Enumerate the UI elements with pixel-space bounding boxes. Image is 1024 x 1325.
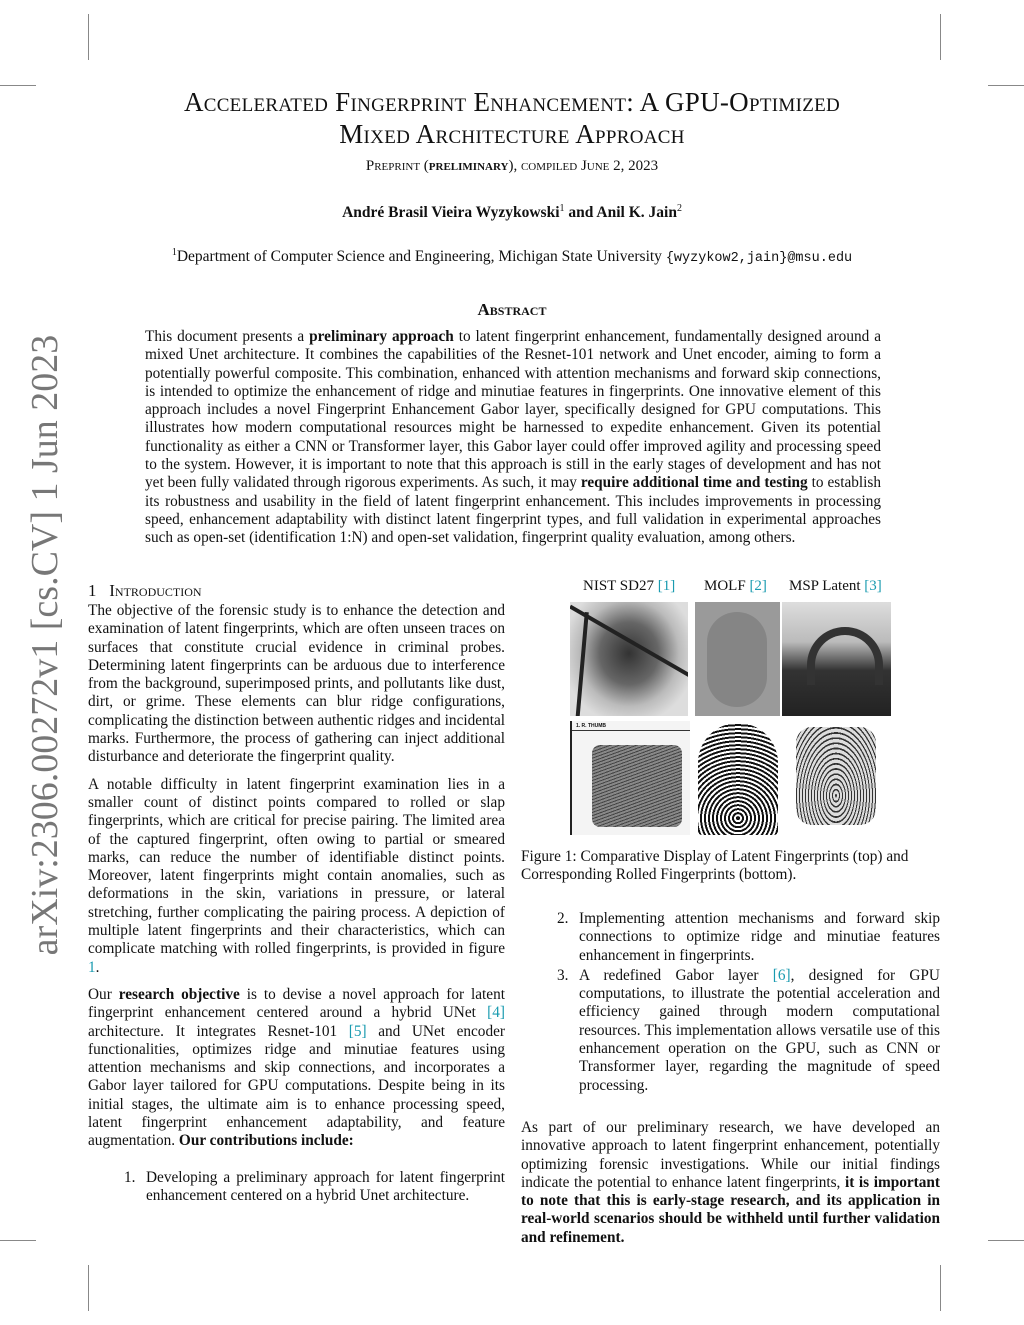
author: André Brasil Vieira Wyzykowski xyxy=(342,204,560,222)
paper-title xyxy=(0,86,1024,150)
affiliation xyxy=(0,247,1024,266)
figure-caption: Figure 1: Comparative Display of Latent Fingerprints (top) and Corresponding Rolled Fingerprints (bottom). xyxy=(521,848,909,884)
list-item xyxy=(521,910,940,965)
email[interactable]: {wyzykow2,jain}@msu.edu xyxy=(665,251,853,267)
figure-column-label xyxy=(583,578,675,595)
paragraph-text: Our xyxy=(88,985,119,1003)
left-column xyxy=(88,580,505,1205)
right-column xyxy=(521,910,940,1247)
list-number: 1. xyxy=(124,1168,136,1186)
list-item xyxy=(88,1169,505,1206)
list-number: 3. xyxy=(557,966,569,984)
affiliation-marker: 1 xyxy=(171,247,177,258)
rolled-fingerprint-image-nist xyxy=(570,721,690,835)
subtitle-text: ), compiled June 2, 2023 xyxy=(508,158,659,174)
citation-link[interactable]: [2] xyxy=(749,578,767,594)
abstract-bold: require additional time and testing xyxy=(580,474,808,492)
affiliation-marker: 1 xyxy=(559,203,565,214)
paragraph-text: is to devise a novel approach for latent fingerprint enhancement centered around a hybrid UNet xyxy=(88,985,505,1022)
crop-mark xyxy=(88,14,89,60)
figure-column-label xyxy=(789,578,882,595)
latent-fingerprint-image-nist xyxy=(570,602,688,716)
subtitle-bold: preliminary xyxy=(428,158,509,174)
arxiv-identifier: arXiv:2306.00272v1 [cs.CV] 1 Jun 2023 xyxy=(24,334,66,956)
list-item xyxy=(521,967,940,1095)
list-text: Implementing attention mechanisms and forward skip connections to optimize ridge and minutiae features enhancement in fingerprints. xyxy=(579,910,940,964)
citation-link[interactable]: [6] xyxy=(772,966,791,984)
crop-mark xyxy=(88,1265,89,1311)
latent-fingerprint-image-molf xyxy=(695,602,780,716)
label-text: MOLF xyxy=(704,578,750,594)
label-text: NIST SD27 xyxy=(583,578,658,594)
abstract-bold: preliminary approach xyxy=(309,328,454,345)
paragraph-text: . xyxy=(95,958,100,976)
abstract-heading: Abstract xyxy=(477,300,547,319)
list-text: A redefined Gabor layer xyxy=(579,966,773,984)
section-number: 1 xyxy=(88,581,97,600)
abstract-text: to latent fingerprint enhancement, fundamentally designed around a mixed Unet architecture. It combines the capabilities of the Resnet-101 network and Unet encoder, aiming to form a potentially powerful composite. This combination, enhanced with attention mechanisms and forward skip connections, is intended to optimize the enhancement of ridge and minutiae features in fingerprints. One innovative element of this approach includes a novel Fingerprint Enhancement Gabor layer, specifically designed for GPU computations. This illustrates how modern computational resources might be harnessed to expedite enhancement. Given its potential functionality as either a CNN or Transformer layer, this Gabor layer could offer improved agility and processing speed to the system. However, it is important to note that this approach is still in the early stages of development and has not yet been fully validated through rigorous experiments. As such, it may xyxy=(145,328,881,492)
subtitle xyxy=(0,158,1024,175)
crop-mark xyxy=(940,1265,941,1311)
crop-mark xyxy=(0,1240,36,1241)
paragraph xyxy=(521,1119,940,1247)
paragraph-text: As part of our preliminary research, we have developed an innovative approach to latent fingerprint enhancement, potentially optimizing forensic investigations. While our initial findings indicate the potential to enhance latent fingerprints, xyxy=(521,1118,940,1191)
paragraph: The objective of the forensic study is to enhance the detection and examination of latent fingerprints, which are often unseen traces on surfaces that constitute crucial evidence in criminal probes. Determining latent fingerprints can be arduous due to interference from the background, superimposed prints, and pollutants like dust, dirt, or grime. These elements can blur ridge configurations, complicating the distinction between authentic ridges and incidental marks. Furthermore, the process of gathering can inject additional disturbance and deteriorate the fingerprint quality. xyxy=(88,602,505,766)
paragraph xyxy=(88,776,505,977)
affiliation-text: Department of Computer Science and Engineering, Michigan State University xyxy=(176,248,666,266)
subtitle-text: Preprint ( xyxy=(365,158,429,174)
citation-link[interactable]: [5] xyxy=(348,1022,367,1040)
abstract-text: to establish its robustness and usability in the field of latent fingerprint enhancement. This includes improvements in processing speed, enhancement adaptability with distinct latent fingerprint types, and full validation in experimental approaches such as open-set (identification 1:N) and open-set validation, fingerprint quality evaluation, among others. xyxy=(145,474,881,547)
citation-link[interactable]: [3] xyxy=(864,578,882,594)
crop-mark xyxy=(940,14,941,60)
authors xyxy=(0,203,1024,222)
paragraph-bold: it is important to note that this is early-stage research, and its application in real-world scenarios should be withheld until further validation and refinement. xyxy=(521,1173,940,1246)
figure-column-label xyxy=(704,578,767,595)
rolled-fingerprint-image-molf xyxy=(695,721,780,835)
figure-link[interactable]: 1 xyxy=(88,958,96,976)
citation-link[interactable]: [1] xyxy=(657,578,676,594)
list-number: 2. xyxy=(557,910,569,927)
section-heading xyxy=(88,580,505,602)
rolled-fingerprint-image-msp xyxy=(782,721,891,835)
citation-link[interactable]: [4] xyxy=(487,1004,505,1022)
title-line: Accelerated Fingerprint Enhancement: A GPU-Optimized xyxy=(183,87,841,117)
paragraph xyxy=(88,986,505,1151)
section-title: Introduction xyxy=(109,581,202,600)
affiliation-marker: 2 xyxy=(676,203,682,214)
abstract-body xyxy=(145,328,881,548)
label-text: MSP Latent xyxy=(789,578,865,594)
paragraph-text: and UNet encoder functionalities, optimizes ridge and minutiae features using attention mechanisms and skip connections, and incorporates a Gabor layer tailored for GPU computations. Despite being in its initial stages, the ultimate aim is to enhance processing speed, latent fingerprint enhancement adaptability, and feature augmentation. xyxy=(88,1022,505,1150)
crop-mark xyxy=(988,1240,1024,1241)
paragraph-bold: research objective xyxy=(118,985,240,1003)
card-label: 1. R. THUMB xyxy=(576,723,606,729)
abstract-text: This document presents a xyxy=(145,328,310,345)
list-text: Developing a preliminary approach for latent fingerprint enhancement centered on a hybrid Unet architecture. xyxy=(146,1168,505,1204)
list-text: , designed for GPU computations, to illustrate the potential acceleration and efficiency gained through modern computational resources. This implementation allows versatile use of this enhancement operation on the GPU, such as CNN or Transformer layer, regarding the magnitude of speed processing. xyxy=(579,966,940,1094)
figure-1 xyxy=(560,578,900,838)
author: and Anil K. Jain xyxy=(564,204,677,222)
paragraph-text: A notable difficulty in latent fingerprint examination lies in a smaller count of distinct points compared to rolled or slap fingerprints, which are critical for precise pairing. The limited area of the captured fingerprint, often owing to partial or smeared marks, can reduce the number of identifiable distinct points. Moreover, latent fingerprints might contain anomalies, such as deformations in the skin, variations in pressure, or lateral stretching, further complicating the pairing process. A depiction of multiple latent fingerprints and their characteristics, which can complicate matching with rolled fingerprints, is provided in figure xyxy=(88,775,505,958)
title-line: Mixed Architecture Approach xyxy=(339,119,685,149)
paragraph-bold: Our contributions include: xyxy=(178,1132,354,1150)
latent-fingerprint-image-msp xyxy=(782,602,891,716)
paragraph-text: architecture. It integrates Resnet-101 xyxy=(88,1022,349,1040)
